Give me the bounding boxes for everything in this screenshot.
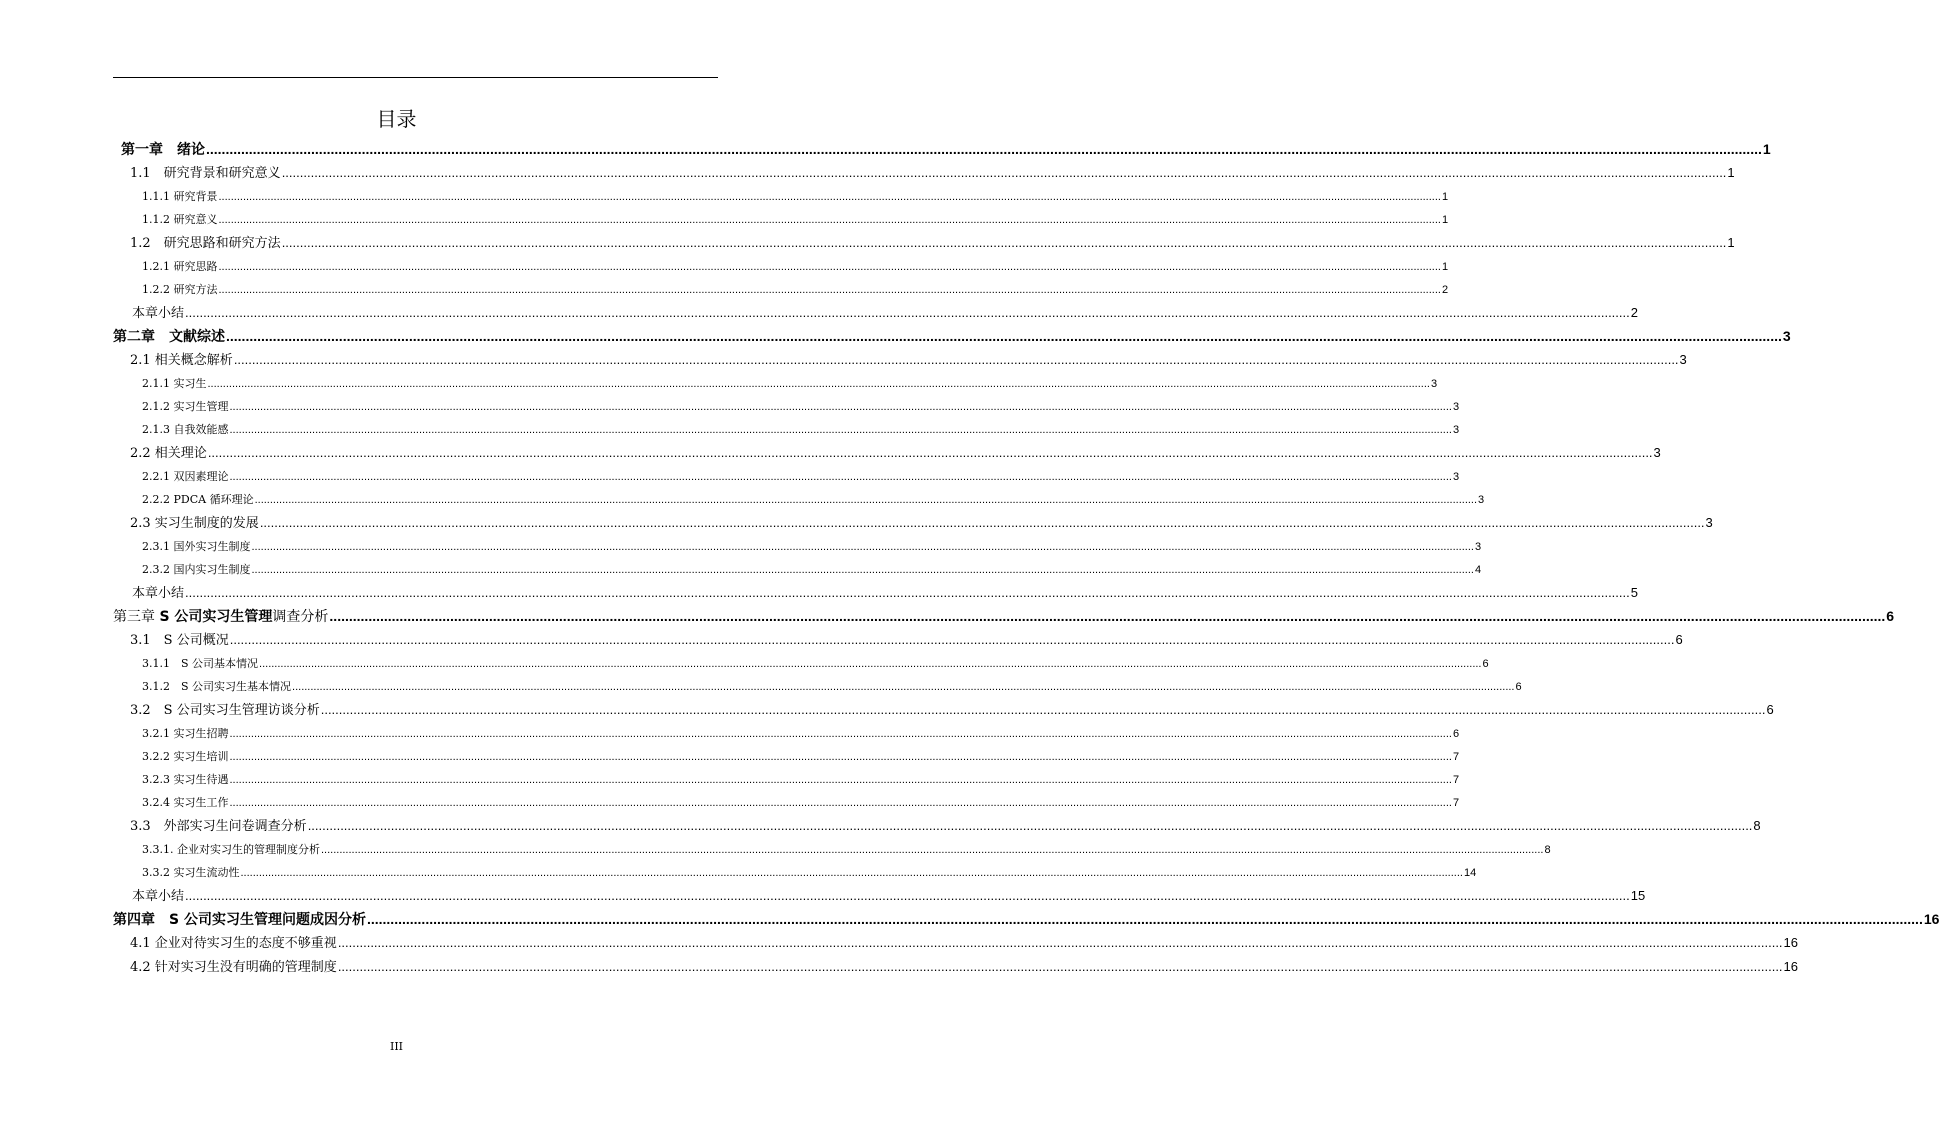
toc-entry-label: 1.1 研究背景和研究意义 — [130, 166, 281, 181]
dot-leader: ................................................................................................................................................................................................................................................................................................................................................................................................................ — [337, 959, 1783, 974]
toc-entry-label: 2.3.2 国内实习生制度 — [142, 563, 251, 576]
toc-entry[interactable] — [113, 652, 1489, 675]
dot-leader: ................................................................................................................................................................................................................................................................................................................................................................................................................ — [229, 774, 1452, 786]
toc-entry-label: 3.1.1 S 公司基本情况 — [142, 657, 259, 670]
toc-entry[interactable] — [113, 161, 1735, 185]
toc-entry-page: 3 — [1452, 401, 1460, 413]
toc-entry-label: 2.2.1 双因素理论 — [142, 470, 229, 483]
dot-leader: ................................................................................................................................................................................................................................................................................................................................................................................................................ — [281, 165, 1727, 180]
toc-entry-label: 3.1 S 公司概况 — [130, 633, 229, 648]
toc-entry[interactable] — [113, 907, 1939, 931]
toc-entry[interactable] — [113, 931, 1799, 955]
toc-entry-page: 3 — [1653, 445, 1661, 460]
toc-entry-page: 7 — [1452, 774, 1460, 786]
toc-entry-label: 第二章 文献综述 — [113, 329, 225, 345]
toc-entry[interactable] — [113, 698, 1774, 722]
toc-entry[interactable] — [113, 511, 1713, 535]
dot-leader: ................................................................................................................................................................................................................................................................................................................................................................................................................ — [251, 541, 1474, 553]
toc-entry-page: 6 — [1675, 632, 1683, 647]
toc-entry-page: 7 — [1452, 797, 1460, 809]
toc-entry-label: 3.2 S 公司实习生管理访谈分析 — [130, 703, 320, 718]
dot-leader: ................................................................................................................................................................................................................................................................................................................................................................................................................ — [229, 424, 1452, 436]
toc-entry[interactable] — [113, 278, 1449, 301]
toc-entry-label: 第一章 绪论 — [121, 142, 205, 158]
toc-entry-page: 4 — [1474, 564, 1482, 576]
dot-leader: ................................................................................................................................................................................................................................................................................................................................................................................................................ — [218, 284, 1441, 296]
toc-entry[interactable] — [113, 137, 1771, 161]
toc-entry-page: 1 — [1441, 214, 1449, 226]
toc-entry-label: 本章小结 — [132, 586, 185, 601]
toc-entry-label: 本章小结 — [132, 306, 185, 321]
toc-entry-label: 3.2.1 实习生招聘 — [142, 727, 229, 740]
toc-entry-page: 3 — [1478, 494, 1485, 506]
toc-entry-page: 2 — [1441, 284, 1449, 296]
dot-leader: ................................................................................................................................................................................................................................................................................................................................................................................................................ — [329, 608, 1886, 624]
toc-entry-label: 2.2.2 PDCA 循环理论 — [142, 493, 254, 506]
toc-entry[interactable] — [113, 231, 1735, 255]
toc-entry[interactable] — [113, 301, 1638, 324]
dot-leader: ................................................................................................................................................................................................................................................................................................................................................................................................................ — [226, 328, 1782, 344]
toc-entry[interactable] — [113, 488, 1485, 511]
toc-entry-label — [113, 605, 328, 629]
dot-leader: ................................................................................................................................................................................................................................................................................................................................................................................................................ — [259, 658, 1482, 670]
toc-entry-page: 5 — [1630, 585, 1638, 600]
toc-entry-label: 2.3.1 国外实习生制度 — [142, 540, 251, 553]
toc-entry-label: 本章小结 — [132, 889, 185, 904]
toc-entry[interactable] — [113, 791, 1460, 814]
toc-entry-label: 1.1.1 研究背景 — [142, 190, 218, 203]
dot-leader: ................................................................................................................................................................................................................................................................................................................................................................................................................ — [292, 681, 1515, 693]
header-rule — [113, 77, 718, 78]
toc-entry-label: 2.1 相关概念解析 — [130, 353, 233, 368]
toc-entry[interactable] — [113, 255, 1449, 278]
toc-entry-label: 2.1.3 自我效能感 — [142, 423, 229, 436]
toc-entry[interactable] — [113, 722, 1460, 745]
toc-entry-page: 1 — [1441, 261, 1449, 273]
toc-entry-label: 3.2.2 实习生培训 — [142, 750, 229, 763]
dot-leader: ................................................................................................................................................................................................................................................................................................................................................................................................................ — [185, 585, 1630, 600]
toc-entry[interactable] — [113, 861, 1477, 884]
toc-entry-label: 3.3.2 实习生流动性 — [142, 866, 240, 879]
toc-entry-page: 2 — [1630, 305, 1638, 320]
toc-entry-page: 3 — [1782, 328, 1791, 344]
toc-entry-label: 3.3 外部实习生问卷调查分析 — [130, 819, 307, 834]
dot-leader: ................................................................................................................................................................................................................................................................................................................................................................................................................ — [218, 261, 1441, 273]
toc-entry[interactable] — [113, 418, 1460, 441]
dot-leader: ................................................................................................................................................................................................................................................................................................................................................................................................................ — [251, 564, 1474, 576]
page-number: III — [389, 1040, 404, 1053]
toc-entry-label: 3.3.1. 企业对实习生的管理制度分析 — [142, 843, 320, 856]
dot-leader: ................................................................................................................................................................................................................................................................................................................................................................................................................ — [320, 702, 1766, 717]
toc-entry-page: 3 — [1452, 471, 1460, 483]
toc-entry[interactable] — [113, 884, 1646, 907]
toc-entry[interactable] — [113, 208, 1449, 231]
toc-entry-page: 1 — [1441, 191, 1449, 203]
toc-entry[interactable] — [113, 558, 1482, 581]
toc-entry-page: 6 — [1515, 681, 1522, 693]
toc-entry-label-suffix: 调查分析 — [272, 609, 329, 625]
toc-entry[interactable] — [113, 955, 1799, 979]
toc-entry-page: 1 — [1727, 235, 1735, 250]
dot-leader: ................................................................................................................................................................................................................................................................................................................................................................................................................ — [233, 352, 1679, 367]
toc-entry[interactable] — [113, 441, 1661, 465]
dot-leader: ................................................................................................................................................................................................................................................................................................................................................................................................................ — [218, 191, 1441, 203]
toc-entry[interactable] — [113, 628, 1683, 652]
toc-entry-page: 6 — [1766, 702, 1774, 717]
dot-leader: ................................................................................................................................................................................................................................................................................................................................................................................................................ — [185, 888, 1630, 903]
table-of-contents — [113, 137, 1939, 979]
toc-entry[interactable] — [113, 324, 1791, 348]
toc-entry-label: 4.2 针对实习生没有明确的管理制度 — [130, 960, 337, 975]
dot-leader: ................................................................................................................................................................................................................................................................................................................................................................................................................ — [254, 494, 1478, 506]
dot-leader: ................................................................................................................................................................................................................................................................................................................................................................................................................ — [307, 818, 1753, 833]
toc-entry-label: 1.2 研究思路和研究方法 — [130, 236, 281, 251]
toc-entry-page: 3 — [1474, 541, 1482, 553]
toc-entry[interactable] — [113, 814, 1761, 838]
toc-entry-label: 1.2.2 研究方法 — [142, 283, 218, 296]
toc-entry[interactable] — [113, 535, 1482, 558]
dot-leader: ................................................................................................................................................................................................................................................................................................................................................................................................................ — [229, 797, 1452, 809]
dot-leader: ................................................................................................................................................................................................................................................................................................................................................................................................................ — [218, 214, 1441, 226]
toc-entry-page: 16 — [1783, 959, 1799, 974]
toc-entry[interactable] — [113, 604, 1895, 628]
toc-title: 目录 — [376, 107, 417, 131]
toc-entry[interactable] — [113, 465, 1460, 488]
toc-entry-label: 2.3 实习生制度的发展 — [130, 516, 259, 531]
dot-leader: ................................................................................................................................................................................................................................................................................................................................................................................................................ — [366, 911, 1923, 927]
dot-leader: ................................................................................................................................................................................................................................................................................................................................................................................................................ — [229, 751, 1452, 763]
toc-entry-page: 8 — [1544, 844, 1551, 856]
toc-entry[interactable] — [113, 768, 1460, 791]
toc-entry-label: 1.2.1 研究思路 — [142, 260, 218, 273]
toc-entry-page: 7 — [1452, 751, 1460, 763]
toc-entry[interactable] — [113, 581, 1638, 604]
toc-entry-label: 3.2.4 实习生工作 — [142, 796, 229, 809]
toc-entry-page: 1 — [1762, 141, 1771, 157]
toc-entry-page: 6 — [1886, 608, 1895, 624]
dot-leader: ................................................................................................................................................................................................................................................................................................................................................................................................................ — [185, 305, 1630, 320]
dot-leader: ................................................................................................................................................................................................................................................................................................................................................................................................................ — [320, 844, 1544, 856]
toc-entry-page: 3 — [1452, 424, 1460, 436]
toc-entry-label: 2.1.1 实习生 — [142, 377, 207, 390]
toc-entry[interactable] — [113, 372, 1438, 395]
toc-entry-label: 第四章 S 公司实习生管理问题成因分析 — [113, 912, 366, 928]
toc-entry-page: 16 — [1923, 911, 1939, 927]
dot-leader: ................................................................................................................................................................................................................................................................................................................................................................................................................ — [229, 401, 1452, 413]
toc-entry-page: 1 — [1727, 165, 1735, 180]
toc-entry-label: 2.1.2 实习生管理 — [142, 400, 229, 413]
toc-entry[interactable] — [113, 745, 1460, 768]
toc-entry-page: 6 — [1482, 658, 1489, 670]
toc-entry-label: 3.2.3 实习生待遇 — [142, 773, 229, 786]
dot-leader: ................................................................................................................................................................................................................................................................................................................................................................................................................ — [206, 141, 1762, 157]
toc-entry-label: 2.2 相关理论 — [130, 446, 207, 461]
dot-leader: ................................................................................................................................................................................................................................................................................................................................................................................................................ — [229, 632, 1675, 647]
dot-leader: ................................................................................................................................................................................................................................................................................................................................................................................................................ — [229, 471, 1452, 483]
dot-leader: ................................................................................................................................................................................................................................................................................................................................................................................................................ — [259, 515, 1705, 530]
dot-leader: ................................................................................................................................................................................................................................................................................................................................................................................................................ — [240, 867, 1463, 879]
dot-leader: ................................................................................................................................................................................................................................................................................................................................................................................................................ — [207, 445, 1653, 460]
toc-entry-page: 16 — [1783, 935, 1799, 950]
toc-entry-page: 15 — [1630, 888, 1646, 903]
toc-entry-page: 14 — [1463, 867, 1477, 879]
toc-entry[interactable] — [113, 185, 1449, 208]
toc-entry-page: 8 — [1753, 818, 1761, 833]
toc-entry[interactable] — [113, 675, 1522, 698]
toc-entry-page: 3 — [1705, 515, 1713, 530]
toc-entry[interactable] — [113, 838, 1551, 861]
toc-entry-page: 6 — [1452, 728, 1460, 740]
toc-entry-label: 4.1 企业对待实习生的态度不够重视 — [130, 936, 337, 951]
toc-entry-label-prefix: 第三章 — [113, 609, 155, 625]
toc-entry-label: 1.1.2 研究意义 — [142, 213, 218, 226]
dot-leader: ................................................................................................................................................................................................................................................................................................................................................................................................................ — [229, 728, 1452, 740]
toc-entry[interactable] — [113, 348, 1687, 372]
toc-entry-label: 3.1.2 S 公司实习生基本情况 — [142, 680, 292, 693]
toc-entry-label-bold: S 公司实习生管理 — [159, 609, 273, 625]
toc-entry[interactable] — [113, 395, 1460, 418]
toc-entry-page: 3 — [1430, 378, 1438, 390]
toc-entry-page: 3 — [1679, 352, 1687, 367]
dot-leader: ................................................................................................................................................................................................................................................................................................................................................................................................................ — [281, 235, 1727, 250]
dot-leader: ................................................................................................................................................................................................................................................................................................................................................................................................................ — [337, 935, 1783, 950]
dot-leader: ................................................................................................................................................................................................................................................................................................................................................................................................................ — [207, 378, 1430, 390]
